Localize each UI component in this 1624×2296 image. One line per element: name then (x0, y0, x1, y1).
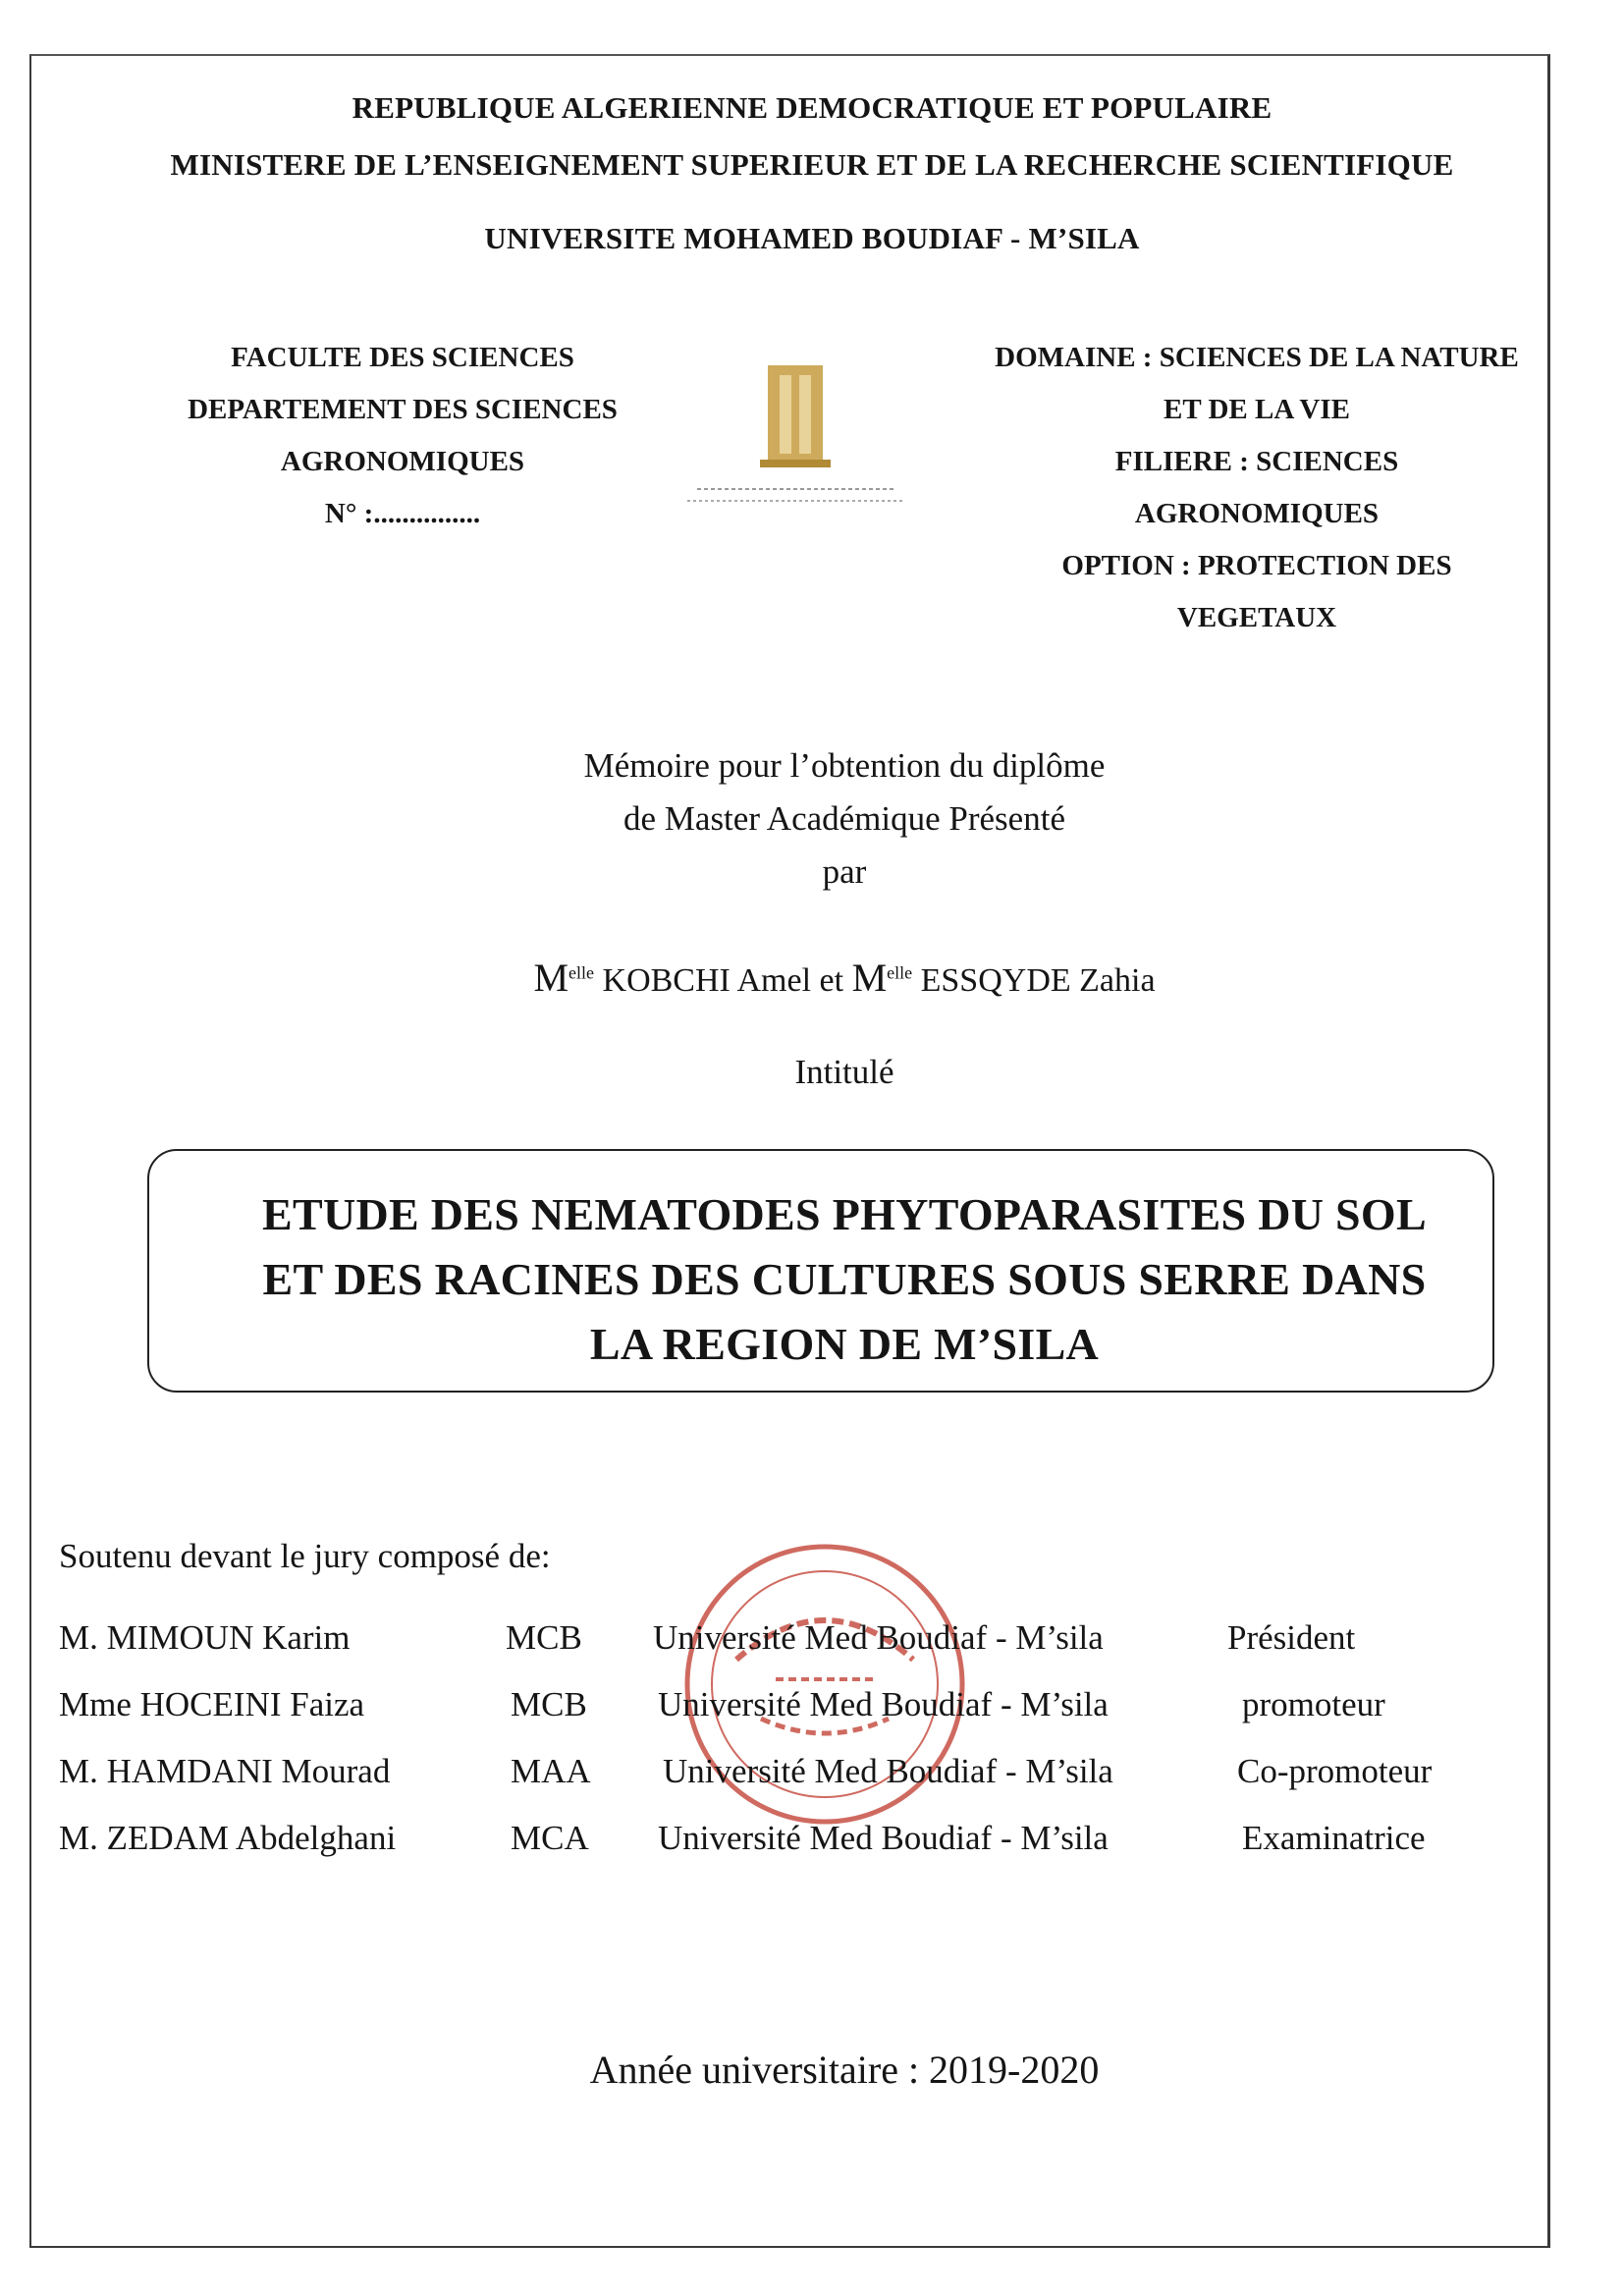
domain-block (913, 332, 1600, 644)
jury-role: Président (1227, 1618, 1356, 1657)
jury-name: Mme HOCEINI Faiza (59, 1685, 365, 1723)
jury-role: Examinatrice (1242, 1819, 1426, 1857)
option-line-2: VEGETAUX (1176, 602, 1337, 633)
jury-role: promoteur (1242, 1685, 1385, 1723)
author1-name: KOBCHI Amel (602, 962, 812, 999)
intro-line-2: de Master Académique Présenté (623, 799, 1065, 838)
header-ministry: MINISTERE DE L’ENSEIGNEMENT SUPERIEUR ET DE LA RECHERCHE SCIENTIFIQUE (170, 147, 1454, 182)
document-number: N° :............... (324, 498, 481, 529)
faculty-name: FACULTE DES SCIENCES (231, 342, 574, 373)
domain-line-2: ET DE LA VIE (1164, 394, 1350, 425)
title-line-1: ETUDE DES NEMATODES PHYTOPARASITES DU SOL (262, 1189, 1427, 1239)
jury-name: M. MIMOUN Karim (59, 1618, 351, 1657)
header-university: UNIVERSITE MOHAMED BOUDIAF - M’SILA (484, 221, 1140, 255)
author-conjunction: et (819, 962, 844, 999)
title-line-2: ET DES RACINES DES CULTURES SOUS SERRE DANS (262, 1254, 1427, 1304)
faculty-block (123, 332, 682, 540)
jury-role: Co-promoteur (1237, 1752, 1433, 1790)
jury-university: Université Med Boudiaf - M’sila (658, 1685, 1109, 1723)
memoire-intro (0, 739, 1624, 899)
author1-prefix: M (533, 956, 569, 1000)
authors-line (0, 955, 1624, 1001)
header-republic: REPUBLIQUE ALGERIENNE DEMOCRATIQUE ET POPULAIRE (352, 90, 1272, 125)
jury-university: Université Med Boudiaf - M’sila (663, 1752, 1113, 1790)
filiere-line-1: FILIERE : SCIENCES (1114, 446, 1399, 477)
jury-university: Université Med Boudiaf - M’sila (653, 1618, 1104, 1657)
academic-year: Année universitaire : 2019-2020 (589, 2048, 1100, 2092)
department-line-2: AGRONOMIQUES (280, 446, 525, 477)
jury-university: Université Med Boudiaf - M’sila (658, 1819, 1109, 1857)
jury-name: M. ZEDAM Abdelghani (59, 1819, 397, 1857)
author2-sup: elle (887, 962, 913, 983)
intro-line-3: par (822, 852, 867, 891)
jury-name: M. HAMDANI Mourad (59, 1752, 391, 1790)
author2-name: ESSQYDE Zahia (920, 962, 1156, 999)
jury-grade: MCB (506, 1618, 582, 1657)
intro-line-1: Mémoire pour l’obtention du diplôme (583, 746, 1106, 785)
filiere-line-2: AGRONOMIQUES (1134, 498, 1380, 529)
thesis-title (147, 1182, 1542, 1377)
option-line-1: OPTION : PROTECTION DES (1061, 550, 1452, 581)
title-line-3: LA REGION DE M’SILA (589, 1319, 1100, 1369)
intitule-label: Intitulé (794, 1053, 894, 1091)
domain-line-1: DOMAINE : SCIENCES DE LA NATURE (995, 342, 1519, 373)
jury-grade: MCB (511, 1685, 587, 1723)
author2-prefix: M (851, 956, 888, 1000)
jury-grade: MCA (511, 1819, 589, 1857)
jury-intro: Soutenu devant le jury composé de: (59, 1537, 551, 1575)
author1-sup: elle (568, 962, 595, 983)
jury-grade: MAA (511, 1752, 591, 1790)
university-logo (677, 354, 913, 520)
department-line-1: DEPARTEMENT DES SCIENCES (188, 394, 618, 425)
